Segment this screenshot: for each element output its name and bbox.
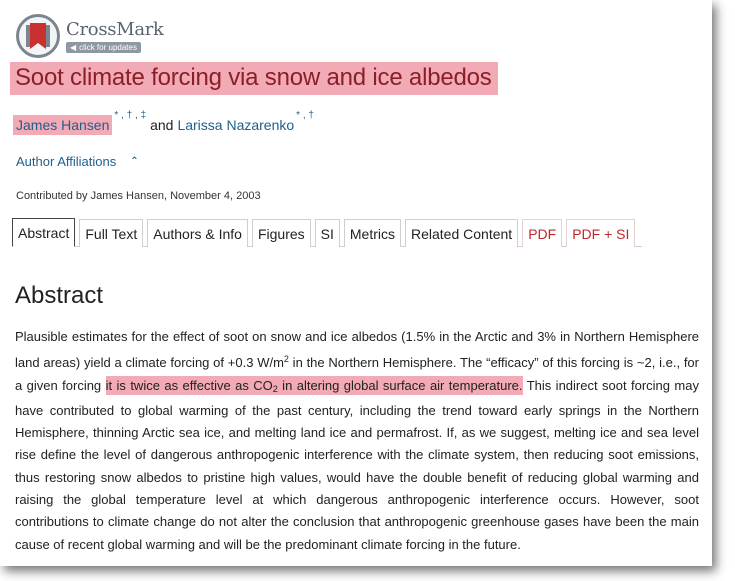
arrow-left-icon: ◀: [70, 42, 77, 52]
chevron-up-icon: ⌃: [130, 156, 139, 167]
crossmark-title: CrossMark: [66, 18, 164, 40]
author-marks-hansen[interactable]: * , † , ‡: [114, 110, 147, 121]
article-title: Soot climate forcing via snow and ice albedos: [10, 62, 498, 95]
article-tabs: [12, 219, 639, 247]
abstract-highlight-text-1: it is twice as effective as CO: [105, 377, 273, 393]
author-affiliations-label: Author Affiliations: [16, 154, 117, 169]
tab-authors-info[interactable]: Authors & Info: [147, 219, 248, 247]
author-link-nazarenko[interactable]: Larissa Nazarenko: [177, 117, 295, 133]
tab-pdf-si[interactable]: PDF + SI: [566, 219, 635, 247]
author-link-hansen[interactable]: James Hansen: [13, 115, 112, 135]
crossmark-text: [66, 20, 164, 53]
abstract-body: [15, 326, 699, 556]
author-affiliations-toggle[interactable]: [16, 154, 139, 169]
tab-abstract[interactable]: Abstract: [12, 218, 75, 247]
author-list: [13, 110, 314, 135]
abstract-text-2: in the Northern Hemisphere. The “efficacy” of this forcing is ~2, i.e., for a given forcing: [15, 355, 699, 393]
crossmark-badge-label: click for updates: [79, 42, 137, 52]
tab-metrics[interactable]: Metrics: [344, 219, 401, 247]
tab-full-text[interactable]: Full Text: [79, 219, 143, 247]
abstract-text-3: This indirect soot forcing may have contributed to global warming of the past century, including the trend toward early springs in the Northern Hemisphere, thinning Arctic sea ice, and melting land ice and permafrost. If, as we suggest, melting ice and sea level rise define the level of dangerous anthropogenic interference with the climate system, then reducing soot emissions, thus restoring snow albedos to pristine high values, would have the double benefit of reducing global warming and raising the global temperature level at which dangerous anthropogenic interference occurs. However, soot contributions to climate change do not alter the conclusion that anthropogenic greenhouse gases have been the main cause of recent global warming and will be the predominant climate forcing in the future.: [15, 377, 699, 552]
tab-related-content[interactable]: Related Content: [405, 219, 518, 247]
author-conjunction: and: [150, 117, 174, 133]
abstract-highlight: [106, 376, 523, 395]
abstract-text-1: Plausible estimates for the effect of soot on snow and ice albedos (1.5% in the Arctic and 3% in Northern Hemisphere land areas) yield a climate forcing of +0.3 W/m: [15, 329, 699, 371]
abstract-sup-2: 2: [283, 354, 289, 365]
crossmark-widget[interactable]: [16, 14, 164, 58]
crossmark-badge[interactable]: [66, 42, 141, 53]
author-marks-nazarenko[interactable]: * , †: [296, 110, 314, 121]
abstract-sub-2: 2: [272, 383, 278, 394]
tab-figures[interactable]: Figures: [252, 219, 311, 247]
abstract-heading: Abstract: [15, 282, 104, 309]
tab-si[interactable]: SI: [315, 219, 340, 247]
abstract-highlight-text-2: in altering global surface air temperature.: [277, 377, 523, 393]
contributed-line: Contributed by James Hansen, November 4, 2003: [16, 190, 261, 202]
crossmark-logo-icon: [16, 14, 60, 58]
tab-pdf[interactable]: PDF: [522, 219, 562, 247]
